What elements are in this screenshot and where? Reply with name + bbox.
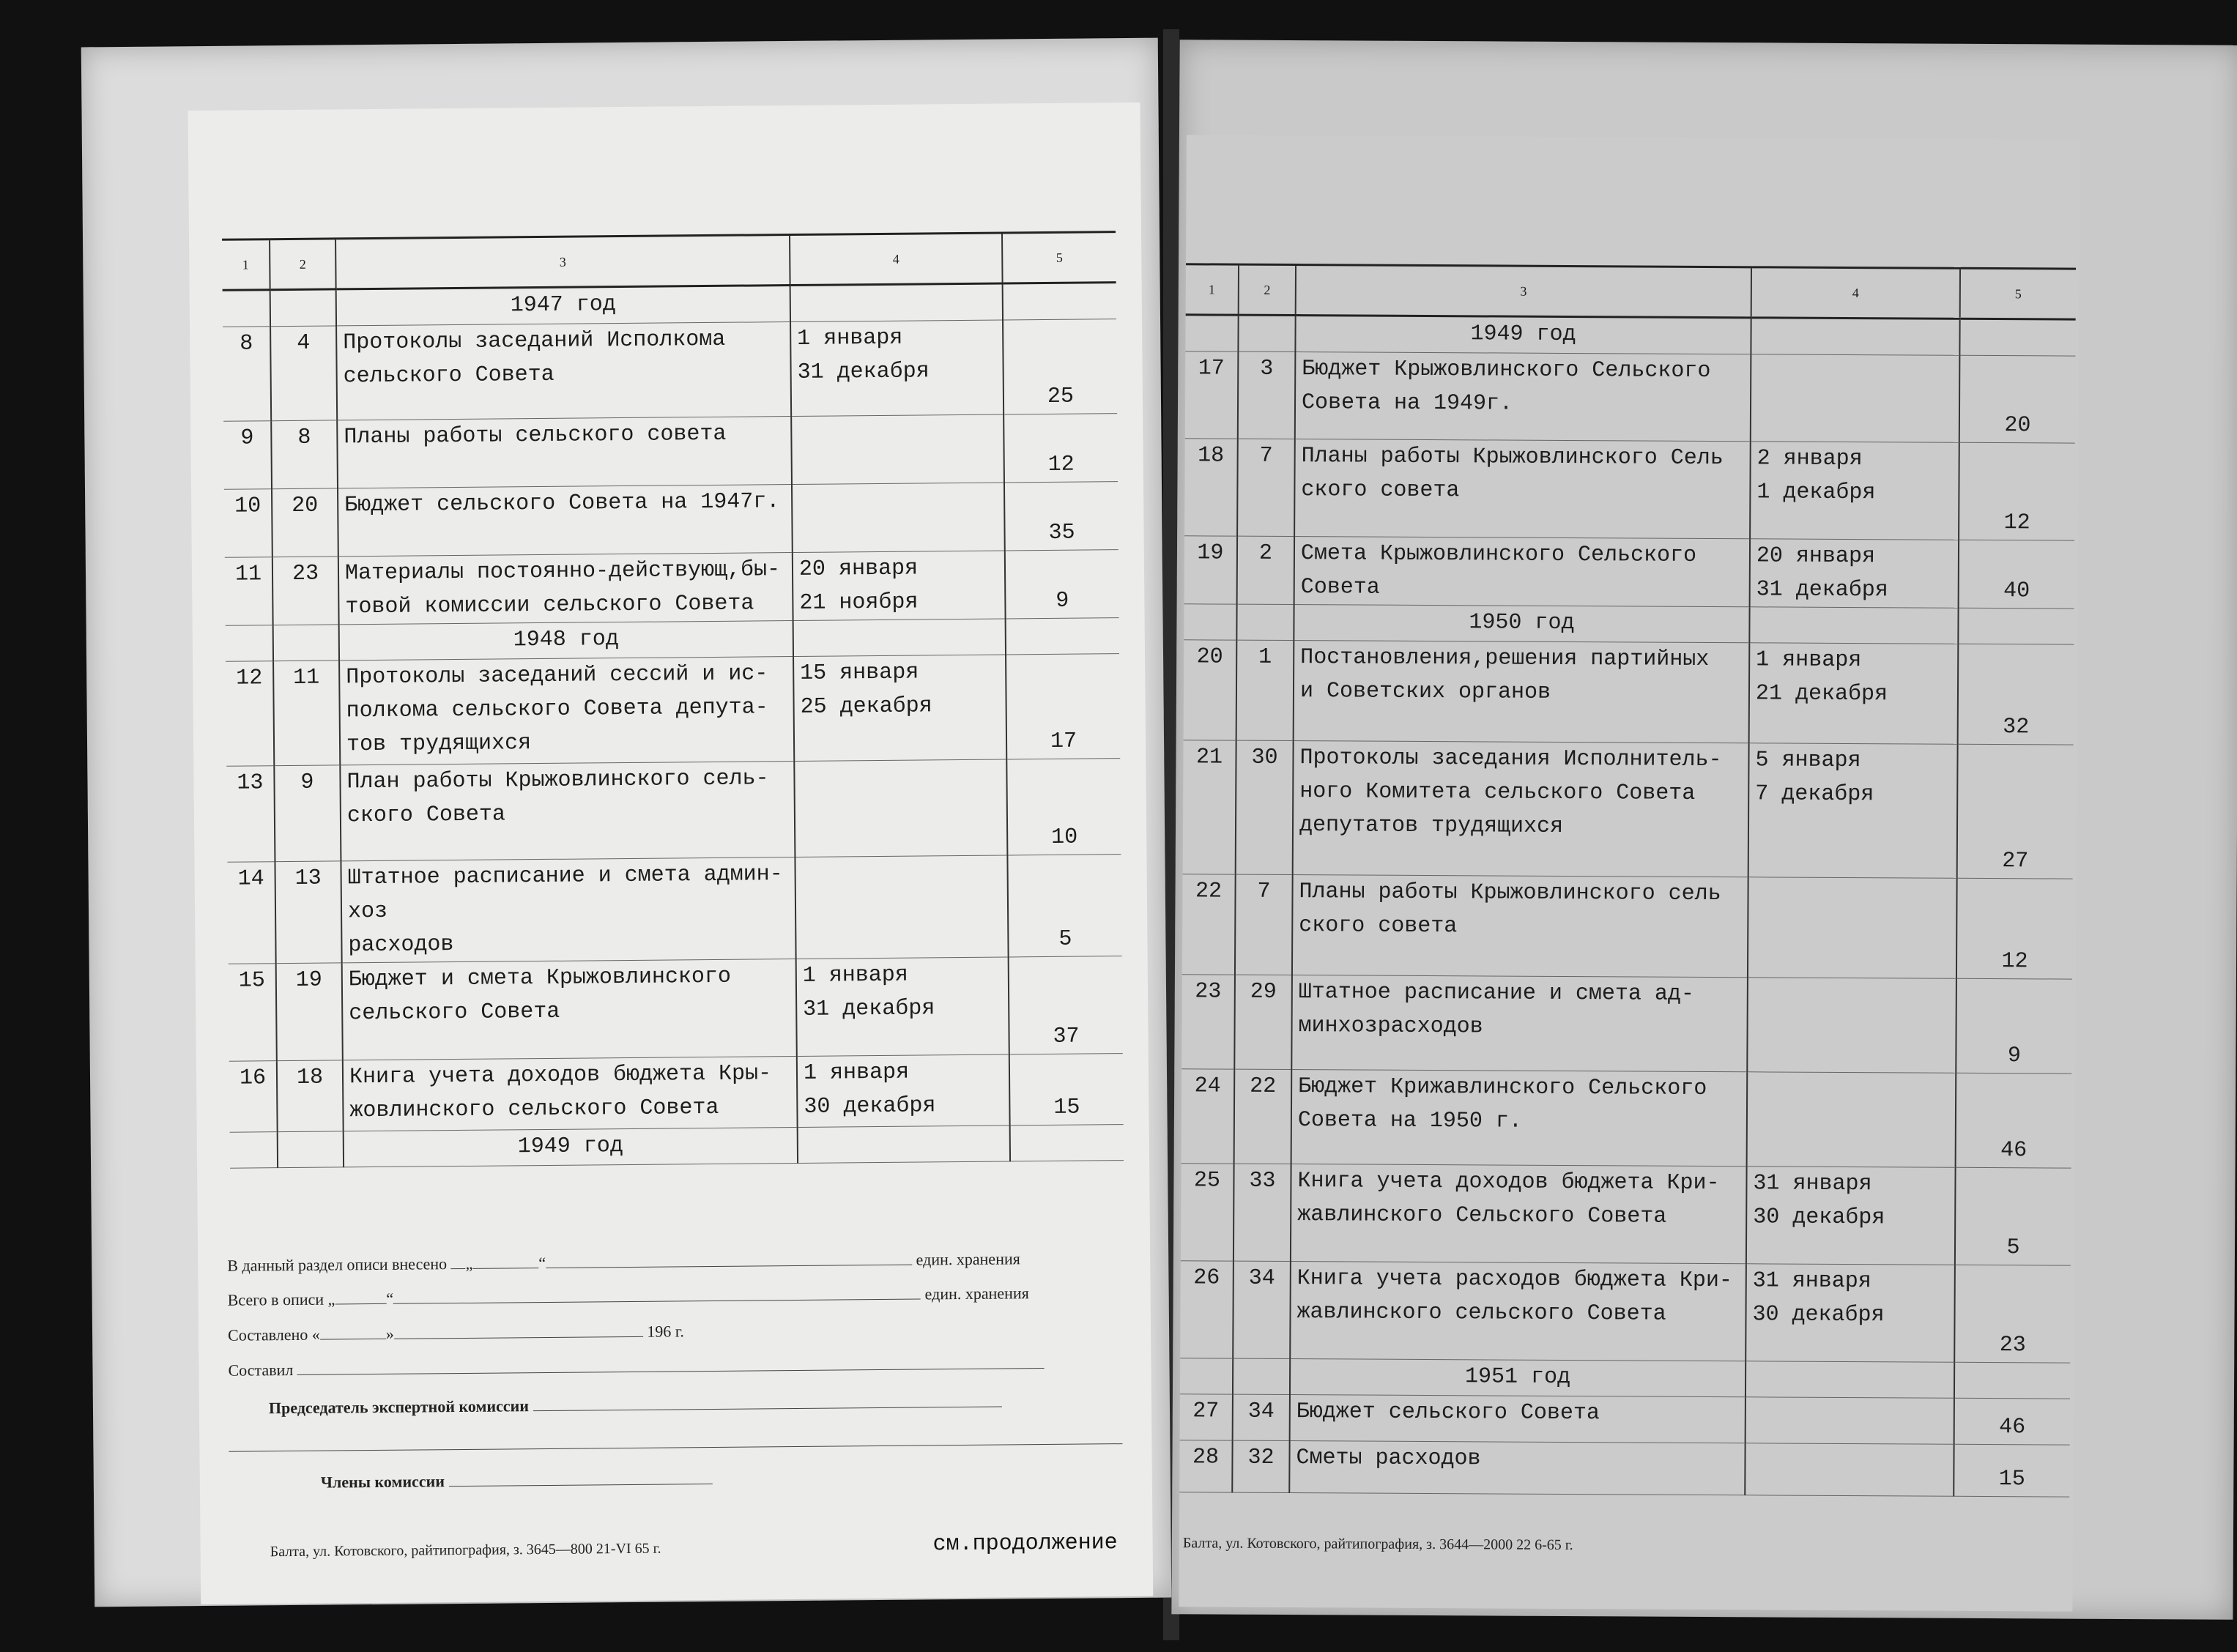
item-number: 19 [1184,536,1237,604]
item-number: 10 [224,489,272,558]
original-number: 33 [1233,1164,1291,1261]
sheet-count: 35 [1004,482,1118,551]
year-heading-row [1184,604,2074,644]
inventory-row [1180,1394,2070,1445]
footer-total-suffix: един. хранения [924,1284,1029,1303]
date-range: 31 января 30 декабря [1746,1264,1955,1362]
year-heading: 1948 год [339,621,793,661]
inventory-row [229,1054,1124,1133]
footer-compiler-line [228,1354,1044,1380]
left-table-header [222,232,1116,291]
sheet-count: 40 [1959,540,2074,609]
empty-cell [1003,283,1116,320]
column-header-1: 1 [222,239,270,291]
date-range [1747,1072,1956,1167]
original-number: 19 [276,963,343,1061]
original-number: 7 [1235,874,1293,975]
inventory-row [225,550,1119,626]
inventory-row [226,759,1121,863]
footer-total-quote-open: „ [327,1290,335,1309]
empty-cell [1958,608,2074,644]
empty-cell [270,289,336,327]
year-heading: 1949 год [344,1127,798,1167]
left-table-body [223,283,1124,1169]
original-number: 23 [272,557,339,625]
footer-compiled-quote-close: » [385,1324,394,1343]
date-range: 1 января 31 декабря [790,320,1004,417]
empty-cell [226,625,273,662]
item-number: 22 [1182,874,1236,975]
sheet-count: 17 [1006,654,1120,759]
year-heading: 1951 год [1290,1359,1746,1397]
empty-cell [1185,315,1238,351]
item-number: 23 [1181,975,1235,1069]
item-number: 13 [226,766,275,863]
date-range [792,483,1005,553]
date-range: 1 января 31 декабря [796,957,1009,1057]
item-number: 27 [1180,1394,1233,1440]
year-heading-row [1180,1358,2070,1399]
empty-cell [1236,604,1294,640]
continuation-note: см.продолжение [932,1530,1118,1558]
item-title: Постановления,решения партийных и Советских органов [1294,641,1750,743]
inventory-row [227,855,1121,964]
footer-chair-label: Председатель экспертной комиссии [268,1396,530,1418]
sheet-count: 46 [1956,1073,2072,1168]
column-header-5: 5 [1960,268,2076,319]
right-paper-sheet [1179,135,2080,1611]
date-range: 2 января 1 декабря [1750,442,1959,540]
year-heading: 1950 год [1294,605,1749,643]
inventory-row [1179,1440,2069,1497]
date-range [794,759,1007,857]
footer-total-label: Всего в описи [227,1290,324,1309]
inventory-row [1185,351,2076,443]
original-number: 3 [1238,351,1296,439]
year-heading-row [1185,315,2075,356]
footer-entered-quote-open: „ [465,1254,473,1273]
empty-cell [790,283,1003,322]
original-number: 34 [1233,1394,1290,1440]
original-number: 32 [1232,1440,1289,1492]
empty-cell [230,1132,278,1169]
date-range: 1 января 21 декабря [1749,643,1959,744]
inventory-row [1182,874,2073,979]
item-title: Смета Крыжовлинского Сельского Совета [1294,537,1750,607]
item-number: 15 [229,964,277,1062]
original-number: 11 [273,661,340,766]
original-number: 18 [277,1060,344,1132]
column-header-2: 2 [1239,264,1296,315]
item-number: 20 [1184,640,1237,740]
original-number: 7 [1237,439,1295,536]
sheet-count: 12 [1959,442,2075,540]
sheet-count: 37 [1009,956,1123,1054]
empty-cell [1746,1361,1954,1398]
original-number: 20 [272,488,338,557]
original-number: 22 [1234,1069,1292,1164]
date-range [1748,877,1957,978]
empty-cell [1233,1358,1290,1394]
inventory-row [223,414,1118,490]
footer-compiled-label: Составлено [227,1325,308,1344]
empty-cell [1184,604,1236,640]
inventory-row [223,319,1117,422]
column-header-4: 4 [1751,267,1960,319]
original-number: 8 [271,420,338,489]
original-number: 4 [270,326,337,421]
footer-members-label: Члены комиссии [320,1472,445,1492]
sheet-count: 15 [1954,1444,2069,1497]
empty-cell [1180,1358,1233,1394]
right-table-header [1186,264,2076,319]
date-range [795,855,1008,959]
item-number: 25 [1181,1164,1234,1261]
column-header-2: 2 [270,239,336,290]
inventory-row [1183,740,2074,879]
item-title: Книга учета расходов бюджета Кри- жавлинского сельского Совета [1290,1262,1746,1361]
footer-entered-suffix: един. хранения [916,1249,1020,1269]
item-title: Бюджет и смета Крыжовлинского сельского Совета [342,959,797,1060]
original-number: 34 [1233,1261,1291,1358]
item-title: Книга учета доходов бюджета Кры- жовлинского сельского Совета [343,1056,798,1131]
item-title: Протоколы заседания Исполнитель- ного Комитета сельского Совета депутатов трудящихся [1293,741,1749,877]
date-range: 1 января 30 декабря [797,1054,1010,1128]
empty-cell [273,625,339,661]
sheet-count: 32 [1958,644,2074,745]
item-number: 11 [225,557,273,626]
footer-chair-line [269,1393,1002,1418]
column-header-5: 5 [1002,232,1116,283]
left-paper-sheet [188,103,1153,1604]
footer-compiler-label: Составил [228,1360,294,1380]
inventory-row [1181,1164,2071,1265]
column-header-1: 1 [1186,264,1239,315]
right-page [1171,40,2237,1620]
left-inventory-table [222,231,1124,1169]
footer-total-quote-close: “ [386,1289,394,1308]
inventory-row [224,482,1118,558]
item-title: Бюджет сельского Совета на 1947г. [338,485,793,557]
item-title: Бюджет Крыжовлинского Сельского Совета на 1949г. [1295,352,1751,442]
date-range [1751,354,1960,442]
original-number: 30 [1236,740,1294,874]
item-title: Планы работы Крыжовлинского сель ского совета [1292,875,1748,978]
footer-compiled-year: 196 г. [647,1322,684,1341]
empty-cell [278,1131,344,1168]
item-title: Планы работы Крыжовлинского Сель ского совета [1294,439,1751,539]
inventory-row [1181,975,2072,1074]
footer-entered-quote-close: “ [538,1253,546,1273]
empty-cell [1238,315,1295,351]
sheet-count: 27 [1957,744,2074,879]
item-number: 12 [226,661,274,767]
inventory-row [1181,1069,2072,1168]
original-number: 9 [274,765,341,862]
inventory-row [1184,640,2074,745]
empty-cell [798,1125,1010,1164]
item-title: Бюджет Крижавлинского Сельского Совета на 1950 г. [1291,1070,1748,1167]
empty-cell [1959,319,2075,356]
empty-cell [1954,1362,2070,1399]
empty-cell [1751,318,1959,355]
sheet-count: 23 [1954,1265,2071,1363]
date-range [791,414,1004,485]
date-range: 20 января 21 ноября [793,551,1006,621]
empty-cell [1749,607,1958,644]
left-page [81,38,1172,1607]
item-title: Планы работы сельского совета [337,417,792,488]
sheet-count: 9 [1956,978,2072,1074]
print-info: Балта, ул. Котовского, райтипография, з. 3645—800 21-VI 65 г. [270,1540,661,1560]
right-inventory-table [1179,263,2076,1497]
right-print-info: Балта, ул. Котовского, райтипография, з. 3644—2000 22 6-65 г. [1182,1535,1573,1554]
item-title: Бюджет сельского Совета [1290,1395,1746,1443]
inventory-row [1180,1261,2071,1363]
footer-compiled-line [228,1322,684,1344]
item-number: 24 [1181,1069,1235,1164]
sheet-count: 9 [1005,550,1119,619]
footer-total-line [228,1284,1029,1310]
original-number: 13 [275,861,341,964]
original-number: 1 [1236,640,1294,740]
sheet-count: 5 [1007,855,1121,957]
footer-compiled-quote-open: « [311,1325,320,1344]
year-heading: 1949 год [1295,316,1751,354]
right-table-body [1179,315,2075,1497]
item-title: План работы Крыжовлинского сель- ского Совета [340,761,795,860]
item-title: Книга учета доходов бюджета Кри- жавлинского Сельского Совета [1291,1164,1747,1264]
column-header-4: 4 [790,233,1003,286]
date-range [1746,1397,1954,1444]
footer-entered-label: В данный раздел описи внесено [227,1254,448,1275]
date-range: 5 января 7 декабря [1748,743,1958,878]
empty-cell [1006,618,1119,655]
empty-cell [793,619,1006,657]
item-number: 18 [1184,439,1238,536]
item-number: 28 [1179,1440,1232,1492]
item-title: Протоколы заседаний сессий и ис- полкома сельского Совета депута- тов трудящихся [339,657,794,765]
column-header-3: 3 [1296,265,1751,318]
original-number: 29 [1234,975,1292,1069]
footer-members-line [321,1470,713,1492]
empty-cell [223,290,270,327]
column-header-3: 3 [335,235,790,289]
item-title: Штатное расписание и смета админ-хоз расходов [341,857,795,962]
footer-blank-rule [229,1429,1122,1456]
sheet-count: 12 [1004,414,1118,483]
date-range: 31 января 30 декабря [1746,1167,1956,1265]
item-number: 9 [223,421,272,490]
item-number: 26 [1180,1261,1233,1358]
inventory-row [1184,536,2074,609]
year-heading-row [230,1125,1124,1169]
empty-cell [1010,1125,1124,1161]
date-range [1747,978,1956,1073]
year-heading: 1947 год [336,286,790,326]
inventory-row [229,956,1123,1062]
sheet-count: 5 [1955,1167,2071,1265]
footer-entered-line [227,1249,1020,1275]
inventory-row [226,654,1120,767]
date-range: 20 января 31 декабря [1750,539,1959,608]
item-title: Протоколы заседаний Исполкома сельского Совета [336,322,791,420]
sheet-count: 12 [1956,878,2073,979]
item-title: Сметы расходов [1289,1441,1745,1495]
item-number: 14 [227,862,275,964]
item-title: Штатное расписание и смета ад- минхозрасходов [1291,975,1748,1072]
date-range: 15 января 25 декабря [793,655,1006,762]
item-number: 8 [223,327,271,422]
sheet-count: 15 [1009,1054,1124,1125]
sheet-count: 20 [1959,355,2076,443]
item-number: 21 [1183,740,1236,874]
sheet-count: 46 [1954,1398,2070,1445]
date-range [1745,1443,1954,1496]
item-number: 16 [229,1061,278,1133]
inventory-row [1184,439,2075,540]
sheet-count: 25 [1003,319,1117,414]
original-number: 2 [1237,536,1294,604]
sheet-count: 10 [1006,759,1121,855]
item-number: 17 [1185,351,1239,439]
item-title: Материалы постоянно-действующ,бы- товой комиссии сельского Совета [338,553,793,625]
